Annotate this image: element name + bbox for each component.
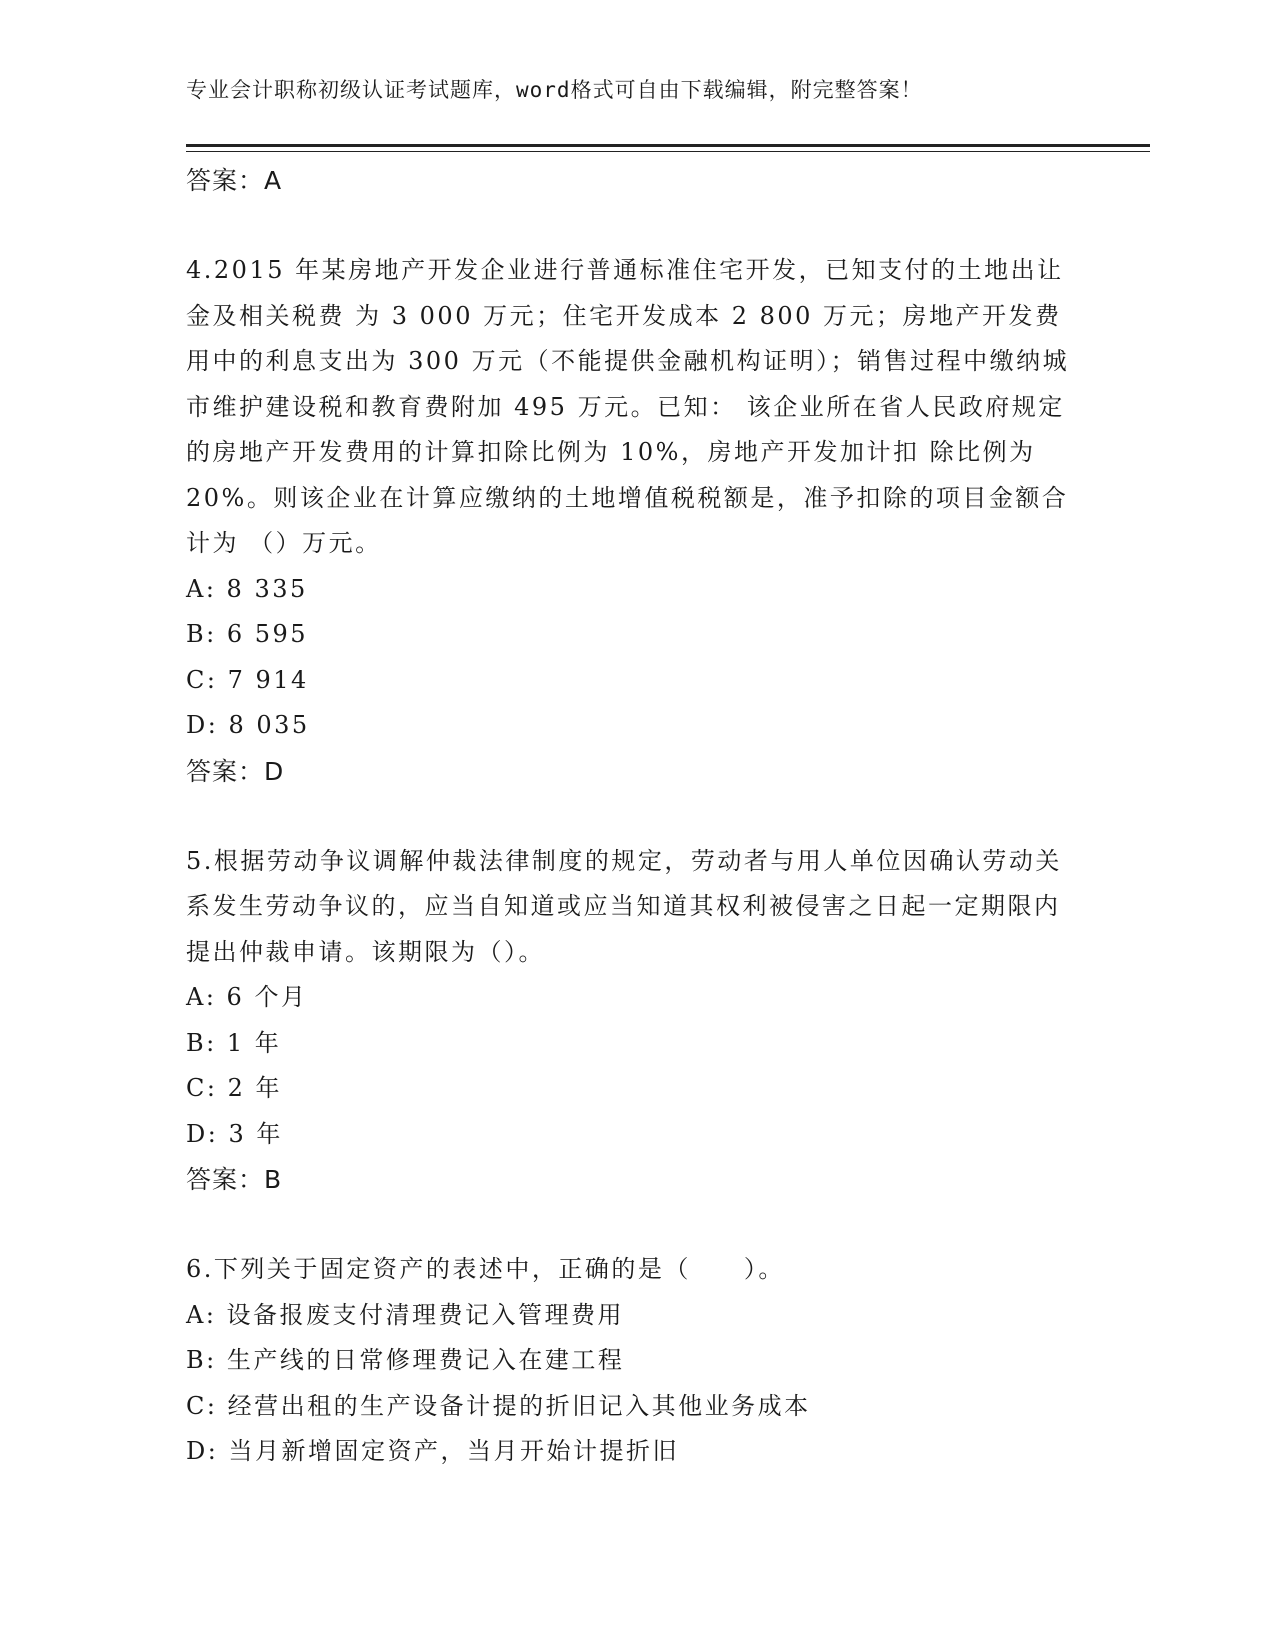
question-4-answer: 答案：D xyxy=(186,756,285,786)
question-6-option-c: C: 经营出租的生产设备计提的折旧记入其他业务成本 xyxy=(186,1391,811,1420)
previous-answer: 答案：A xyxy=(186,166,283,195)
header-rule-thin xyxy=(186,151,1150,152)
question-5-option-d: D: 3 年 xyxy=(186,1119,283,1148)
question-6-option-b: B: 生产线的日常修理费记入在建工程 xyxy=(186,1346,625,1374)
question-4-option-d: D: 8 035 xyxy=(186,711,310,739)
question-5-text: 5.根据劳动争议调解仲裁法律制度的规定，劳动者与用人单位因确认劳动关系发生劳动争议的，应当自知道或应当知道其权利被侵害之日起一定期限内提出仲裁申请。该期限为（）。 xyxy=(186,846,1062,966)
question-4-option-b: B: 6 595 xyxy=(186,620,309,648)
question-5-answer: 答案：B xyxy=(186,1165,283,1194)
question-4-text: 4.2015 年某房地产开发企业进行普通标准住宅开发，已知支付的土地出让金及相关税费 为 3 000 万元；住宅开发成本 2 800 万元；房地产开发费用中的利息支出为 300 万元（不能提供金融机构证明）；销售过程中缴纳城市维护建设税和教育费附加 495 万元。已知： 该企业所在省人民政府规定的房地产开发费用的计算扣除比例为 10%，房地产开发加计扣 除比例为 20%。则该企业在计算应缴纳的土地增值税税额是，准予扣除的项目金额合计为 （）万元。 xyxy=(186,256,1070,557)
question-4-option-c: C: 7 914 xyxy=(186,665,309,694)
question-5-option-b: B: 1 年 xyxy=(186,1028,282,1057)
header-rule-thick xyxy=(186,144,1150,147)
question-6-option-a: A: 设备报废支付清理费记入管理费用 xyxy=(186,1300,625,1329)
question-5-option-c: C: 2 年 xyxy=(186,1074,282,1102)
question-5-option-a: A: 6 个月 xyxy=(186,983,308,1011)
question-6-option-d: D: 当月新增固定资产，当月开始计提折旧 xyxy=(186,1437,679,1465)
question-4-option-a: A: 8 335 xyxy=(186,574,308,603)
page-header: 专业会计职称初级认证考试题库，word格式可自由下载编辑，附完整答案！ xyxy=(186,78,923,102)
question-6-text: 6.下列关于固定资产的表述中，正确的是（ ）。 xyxy=(186,1255,785,1283)
question-list xyxy=(186,158,1086,1475)
